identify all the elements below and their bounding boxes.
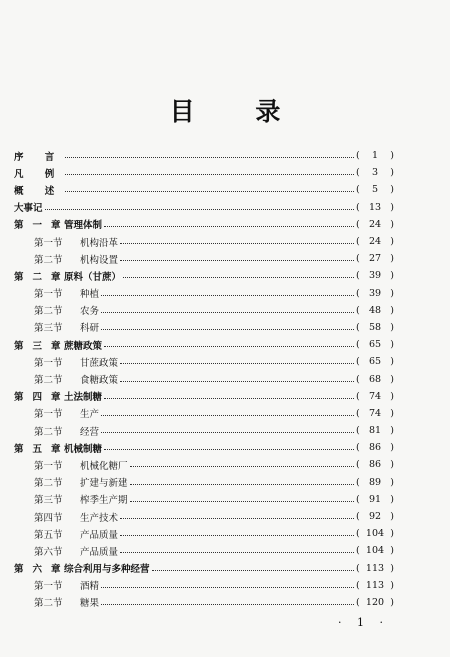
page-number: 104	[365, 528, 385, 540]
paren-close: )	[390, 150, 394, 162]
toc-page-ref	[356, 391, 394, 402]
toc-label: 第四节	[34, 512, 63, 524]
dot-leader	[152, 570, 354, 571]
dot-leader	[123, 277, 354, 278]
toc-page-ref	[356, 494, 394, 505]
dot-leader	[101, 587, 354, 588]
dot-leader	[120, 381, 354, 382]
toc-label: 第一章	[14, 220, 70, 232]
page-number: 74	[368, 407, 382, 419]
toc-title: 食糖政策	[80, 375, 119, 387]
toc-label: 第三章	[14, 340, 70, 352]
paren-close: )	[390, 184, 394, 196]
toc-page-ref	[356, 339, 394, 350]
toc-label: 第二节	[34, 598, 63, 610]
toc-label: 第二节	[34, 478, 63, 490]
dot-leader	[65, 157, 354, 158]
toc-page-ref	[356, 167, 394, 178]
page-number: 58	[368, 321, 382, 333]
paren-close: )	[390, 373, 394, 385]
paren-close: )	[390, 493, 394, 505]
toc-page-ref	[356, 253, 394, 264]
page-number-footer: · 1 ·	[338, 616, 389, 629]
toc-title: 生产技术	[80, 512, 119, 524]
dot-leader	[65, 191, 354, 192]
toc-chapter-row[interactable]	[14, 181, 394, 198]
paren-open: (	[356, 442, 360, 454]
paren-close: )	[390, 356, 394, 368]
paren-open: (	[356, 218, 360, 230]
toc-section-row[interactable]	[14, 302, 394, 319]
toc-title: 经营	[80, 426, 100, 438]
toc-page-ref	[356, 236, 394, 247]
paren-close: )	[390, 339, 394, 351]
toc-section-row[interactable]	[14, 285, 394, 302]
paren-open: (	[356, 287, 360, 299]
toc-section-row[interactable]	[14, 319, 394, 336]
paren-close: )	[390, 201, 394, 213]
toc-page-ref	[356, 356, 394, 367]
page-number: 120	[365, 596, 385, 608]
toc-page-ref	[356, 425, 394, 436]
toc-title: 糖果	[80, 598, 100, 610]
paren-close: )	[390, 579, 394, 591]
paren-close: )	[390, 270, 394, 282]
toc-label: 第二节	[34, 254, 63, 266]
paren-open: (	[356, 253, 360, 265]
toc-label: 第三节	[34, 495, 63, 507]
toc-section-row[interactable]	[14, 250, 394, 267]
dot-leader	[65, 174, 354, 175]
paren-open: (	[356, 596, 360, 608]
page-number: 5	[371, 184, 379, 196]
toc-label: 第一节	[34, 581, 63, 593]
paren-close: )	[390, 167, 394, 179]
toc-label: 第一节	[34, 289, 63, 301]
toc-title: 种植	[80, 289, 100, 301]
dot-leader	[120, 363, 354, 364]
paren-open: (	[356, 373, 360, 385]
paren-close: )	[390, 562, 394, 574]
dot-leader	[104, 449, 354, 450]
toc-page-ref	[356, 442, 394, 453]
paren-open: (	[356, 390, 360, 402]
toc-page-ref	[356, 408, 394, 419]
toc-chapter-row[interactable]	[14, 388, 394, 405]
toc-title: 产品质量	[80, 529, 119, 541]
paren-close: )	[390, 545, 394, 557]
toc-title: 甘蔗政策	[80, 357, 119, 369]
paren-open: (	[356, 339, 360, 351]
page-number: 24	[368, 236, 382, 248]
paren-close: )	[390, 390, 394, 402]
dot-leader	[101, 295, 354, 296]
toc-title: 机构沿革	[80, 237, 119, 249]
dot-leader	[130, 501, 354, 502]
toc-label: 第一节	[34, 237, 63, 249]
page-number: 65	[368, 339, 382, 351]
toc-label: 第一节	[34, 409, 63, 421]
toc-title: 科研	[80, 323, 100, 335]
paren-open: (	[356, 425, 360, 437]
toc-page-ref	[356, 477, 394, 488]
paren-close: )	[390, 287, 394, 299]
page-number: 86	[368, 459, 382, 471]
toc-page-ref	[356, 597, 394, 608]
toc-chapter-row[interactable]	[14, 199, 394, 216]
toc-label: 序 言	[14, 151, 64, 163]
toc-chapter-row[interactable]	[14, 560, 394, 577]
toc-page-ref	[356, 580, 394, 591]
toc-label: 第一节	[34, 460, 63, 472]
toc-section-row[interactable]	[14, 422, 394, 439]
toc-page-ref	[356, 459, 394, 470]
toc-title: 蔗糖政策	[64, 340, 103, 352]
dot-leader	[130, 466, 354, 467]
toc-section-row[interactable]	[14, 594, 394, 611]
toc-label: 第二章	[14, 271, 70, 283]
paren-open: (	[356, 150, 360, 162]
toc-page-ref	[356, 322, 394, 333]
page-number: 113	[365, 579, 385, 591]
dot-leader	[101, 329, 354, 330]
toc-section-row[interactable]	[14, 491, 394, 508]
paren-open: (	[356, 528, 360, 540]
toc-title: 产品质量	[80, 546, 119, 558]
toc-section-row[interactable]	[14, 542, 394, 559]
page-number: 39	[368, 287, 382, 299]
page-number: 74	[368, 390, 382, 402]
toc-label: 第三节	[34, 323, 63, 335]
toc-page-ref	[356, 202, 394, 213]
toc-page-ref	[356, 305, 394, 316]
paren-open: (	[356, 545, 360, 557]
paren-open: (	[356, 167, 360, 179]
dot-leader	[104, 226, 354, 227]
toc-title: 扩建与新建	[80, 478, 128, 490]
toc-page-ref	[356, 563, 394, 574]
paren-open: (	[356, 562, 360, 574]
page-number: 1	[371, 150, 379, 162]
toc-section-row[interactable]	[14, 233, 394, 250]
paren-open: (	[356, 184, 360, 196]
toc-label: 第四章	[14, 392, 70, 404]
toc-page-ref	[356, 184, 394, 195]
toc-page-ref	[356, 150, 394, 161]
toc-chapter-row[interactable]	[14, 336, 394, 353]
page-number: 27	[368, 253, 382, 265]
toc-title: 生产	[80, 409, 100, 421]
paren-open: (	[356, 493, 360, 505]
toc-chapter-row[interactable]	[14, 164, 394, 181]
toc-section-row[interactable]	[14, 577, 394, 594]
toc-chapter-row[interactable]	[14, 267, 394, 284]
dot-leader	[120, 552, 354, 553]
toc-page-ref	[356, 270, 394, 281]
toc-label: 凡 例	[14, 168, 64, 180]
toc-label: 概 述	[14, 185, 64, 197]
toc-title: 机构设置	[80, 254, 119, 266]
dot-leader	[101, 415, 354, 416]
paren-open: (	[356, 579, 360, 591]
paren-close: )	[390, 407, 394, 419]
page-number: 65	[368, 356, 382, 368]
paren-open: (	[356, 356, 360, 368]
paren-open: (	[356, 407, 360, 419]
paren-open: (	[356, 270, 360, 282]
dot-leader	[120, 243, 354, 244]
dot-leader	[101, 604, 354, 605]
table-of-contents	[14, 147, 394, 611]
paren-close: )	[390, 218, 394, 230]
page-title: 目 录	[169, 97, 307, 126]
page-number: 113	[365, 562, 385, 574]
toc-title: 农务	[80, 306, 100, 318]
toc-title: 综合利用与多种经营	[64, 564, 150, 576]
toc-page-ref	[356, 288, 394, 299]
toc-title: 榨季生产期	[80, 495, 128, 507]
toc-title: 酒精	[80, 581, 100, 593]
dot-leader	[45, 209, 354, 210]
paren-close: )	[390, 321, 394, 333]
toc-label: 第二节	[34, 426, 63, 438]
paren-close: )	[390, 442, 394, 454]
toc-label: 大事记	[14, 203, 43, 215]
toc-section-row[interactable]	[14, 405, 394, 422]
dot-leader	[101, 432, 354, 433]
toc-page-ref	[356, 528, 394, 539]
dot-leader	[120, 260, 354, 261]
paren-open: (	[356, 201, 360, 213]
page-number: 92	[368, 511, 382, 523]
toc-section-row[interactable]	[14, 525, 394, 542]
page-number: 48	[368, 304, 382, 316]
dot-leader	[120, 518, 354, 519]
toc-label: 第五节	[34, 529, 63, 541]
paren-open: (	[356, 511, 360, 523]
page-number: 39	[368, 270, 382, 282]
dot-leader	[104, 398, 354, 399]
toc-title: 机械制糖	[64, 443, 103, 455]
toc-title: 机械化糖厂	[80, 460, 128, 472]
page-number: 68	[368, 373, 382, 385]
paren-close: )	[390, 459, 394, 471]
toc-section-row[interactable]	[14, 370, 394, 387]
paren-open: (	[356, 459, 360, 471]
toc-section-row[interactable]	[14, 474, 394, 491]
toc-chapter-row[interactable]	[14, 216, 394, 233]
paren-open: (	[356, 236, 360, 248]
toc-title: 土法制糖	[64, 392, 103, 404]
paren-close: )	[390, 528, 394, 540]
paren-close: )	[390, 476, 394, 488]
toc-title: 原料（甘蔗）	[64, 271, 122, 283]
page-number: 89	[368, 476, 382, 488]
toc-label: 第二节	[34, 306, 63, 318]
toc-chapter-row[interactable]	[14, 439, 394, 456]
page-number: 91	[368, 493, 382, 505]
toc-page-ref	[356, 511, 394, 522]
paren-close: )	[390, 236, 394, 248]
paren-close: )	[390, 253, 394, 265]
paren-close: )	[390, 304, 394, 316]
paren-open: (	[356, 321, 360, 333]
dot-leader	[101, 312, 354, 313]
toc-label: 第二节	[34, 375, 63, 387]
toc-page-ref	[356, 374, 394, 385]
paren-open: (	[356, 304, 360, 316]
toc-label: 第六节	[34, 546, 63, 558]
toc-chapter-row[interactable]	[14, 147, 394, 164]
toc-label: 第五章	[14, 443, 70, 455]
paren-close: )	[390, 425, 394, 437]
dot-leader	[104, 346, 354, 347]
toc-title: 管理体制	[64, 220, 103, 232]
toc-section-row[interactable]	[14, 353, 394, 370]
dot-leader	[120, 535, 354, 536]
toc-page-ref	[356, 545, 394, 556]
page-number: 86	[368, 442, 382, 454]
paren-close: )	[390, 511, 394, 523]
page-number: 24	[368, 218, 382, 230]
page-number: 13	[368, 201, 382, 213]
page-number: 104	[365, 545, 385, 557]
toc-label: 第一节	[34, 357, 63, 369]
dot-leader	[130, 484, 354, 485]
paren-close: )	[390, 596, 394, 608]
toc-label: 第六章	[14, 564, 70, 576]
paren-open: (	[356, 476, 360, 488]
page-number: 3	[371, 167, 379, 179]
toc-page-ref	[356, 219, 394, 230]
page-number: 81	[368, 425, 382, 437]
toc-section-row[interactable]	[14, 508, 394, 525]
toc-section-row[interactable]	[14, 456, 394, 473]
